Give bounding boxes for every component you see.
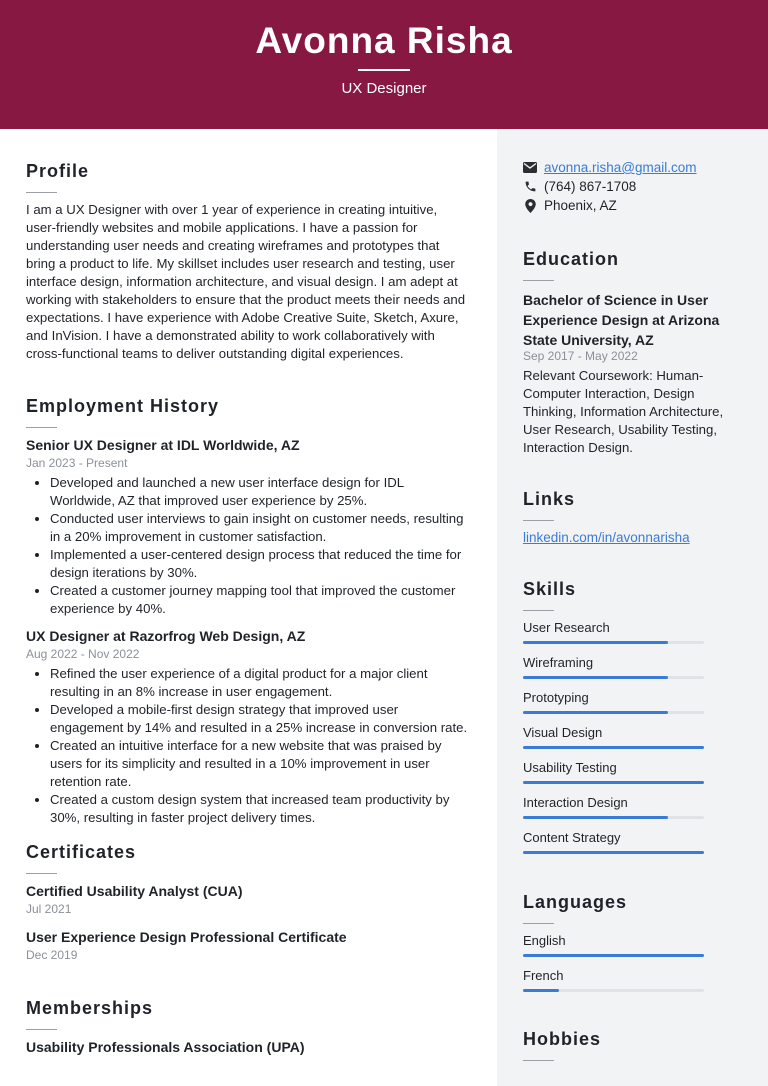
contact-phone-row: [523, 179, 636, 194]
skill-bar: [523, 711, 704, 714]
skills-heading: Skills: [523, 579, 577, 599]
job-bullet: • Refined the user experience of a digital product for a major client resulting in an 8% increase in user engagement.: [50, 665, 472, 701]
map-pin-icon: [523, 199, 537, 213]
skill-bar-fill: [523, 781, 704, 784]
language-bar-fill: [523, 954, 704, 957]
certificate-title: User Experience Design Professional Certificate: [26, 929, 347, 945]
skill-label: User Research: [523, 620, 610, 635]
links-heading: Links: [523, 489, 576, 509]
skill-bar: [523, 816, 704, 819]
skill-bar-fill: [523, 676, 668, 679]
education-coursework: Relevant Coursework: Human-Computer Interaction, Design Thinking, Information Architecture, User Research, Usability Testing, Interaction Design.: [523, 368, 724, 455]
job-title: UX Designer at Razorfrog Web Design, AZ: [26, 628, 306, 644]
memberships-divider: [26, 1029, 57, 1030]
skill-bar-fill: [523, 746, 704, 749]
skill-bar-fill: [523, 816, 668, 819]
job-bullet: • Created an intuitive interface for a new website that was praised by users for its simplicity and resulted in a 10% improvement in user retention rate.: [50, 737, 472, 791]
skill-bar: [523, 746, 704, 749]
job-title: Senior UX Designer at IDL Worldwide, AZ: [26, 437, 300, 453]
candidate-title: UX Designer: [341, 80, 427, 97]
linkedin-link[interactable]: linkedin.com/in/avonnarisha: [523, 530, 690, 545]
languages-divider: [523, 923, 554, 924]
job-dates: Aug 2022 - Nov 2022: [26, 647, 140, 661]
links-divider: [523, 520, 554, 521]
profile-heading: Profile: [26, 161, 90, 181]
phone-number: (764) 867-1708: [544, 179, 637, 194]
job-bullet: • Developed and launched a new user interface design for IDL Worldwide, AZ that improved user experience by 25%.: [50, 474, 472, 510]
certificate-title: Certified Usability Analyst (CUA): [26, 883, 243, 899]
skill-label: Usability Testing: [523, 760, 617, 775]
language-label: English: [523, 933, 566, 948]
languages-heading: Languages: [523, 892, 628, 912]
skill-label: Prototyping: [523, 690, 589, 705]
profile-text: I am a UX Designer with over 1 year of experience in creating intuitive, user-friendly websites and mobile applications. I have a passion for understanding user needs and creating wireframes and prototypes that bring a product to life. My skillset includes user research and testing, user interface design, information architecture, and visual design. I am adept at working with stakeholders to ensure that the product meets their needs and expectations. I have experience with Adobe Creative Suite, Sketch, Axure, and InVision. I have a demonstrated ability to work collaboratively with cross-functional teams to deliver outstanding digital experiences.: [26, 202, 466, 361]
certificate-date: Jul 2021: [26, 902, 72, 916]
contact-location-row: [523, 198, 617, 213]
memberships-heading: Memberships: [26, 998, 154, 1018]
job-bullets: [26, 474, 472, 618]
skill-bar-fill: [523, 851, 704, 854]
certificate-date: Dec 2019: [26, 948, 78, 962]
job-bullet: • Implemented a user-centered design process that reduced the time for design iterations by 30%.: [50, 546, 472, 582]
certificates-divider: [26, 873, 57, 874]
skill-bar-fill: [523, 641, 668, 644]
envelope-icon: [523, 161, 537, 175]
language-bar-fill: [523, 989, 559, 992]
skill-bar: [523, 641, 704, 644]
skill-label: Interaction Design: [523, 795, 628, 810]
hobbies-divider: [523, 1060, 554, 1061]
membership-item: Usability Professionals Association (UPA): [26, 1039, 305, 1055]
skill-label: Visual Design: [523, 725, 603, 740]
contact-email-row: [523, 160, 697, 175]
skill-bar: [523, 851, 704, 854]
certificates-heading: Certificates: [26, 842, 137, 862]
language-label: French: [523, 968, 564, 983]
job-bullets: [26, 665, 472, 827]
job-bullet: • Conducted user interviews to gain insight on customer needs, resulting in a 20% improvement in customer satisfaction.: [50, 510, 472, 546]
language-bar: [523, 954, 704, 957]
skill-bar: [523, 781, 704, 784]
skills-divider: [523, 610, 554, 611]
skill-bar: [523, 676, 704, 679]
skill-bar-fill: [523, 711, 668, 714]
header-divider: [358, 69, 410, 71]
job-bullet: • Created a customer journey mapping tool that improved the customer experience by 40%.: [50, 582, 472, 618]
hobbies-heading: Hobbies: [523, 1029, 602, 1049]
employment-divider: [26, 427, 57, 428]
employment-heading: Employment History: [26, 396, 220, 416]
language-bar: [523, 989, 704, 992]
candidate-name: Avonna Risha: [255, 20, 513, 61]
education-dates: Sep 2017 - May 2022: [523, 349, 638, 363]
skill-label: Wireframing: [523, 655, 594, 670]
education-divider: [523, 280, 554, 281]
phone-icon: [523, 180, 537, 194]
location-text: Phoenix, AZ: [544, 198, 617, 213]
education-heading: Education: [523, 249, 620, 269]
job-bullet: • Developed a mobile-first design strategy that improved user engagement by 14% and resulted in a 25% increase in conversion rate.: [50, 701, 472, 737]
profile-divider: [26, 192, 57, 193]
job-bullet: • Created a custom design system that increased team productivity by 30%, resulting in faster project delivery times.: [50, 791, 472, 827]
email-link[interactable]: avonna.risha@gmail.com: [544, 160, 697, 175]
education-degree: Bachelor of Science in User Experience Design at Arizona State University, AZ: [523, 292, 720, 348]
job-dates: Jan 2023 - Present: [26, 456, 128, 470]
skill-label: Content Strategy: [523, 830, 621, 845]
resume-header: [0, 0, 768, 129]
